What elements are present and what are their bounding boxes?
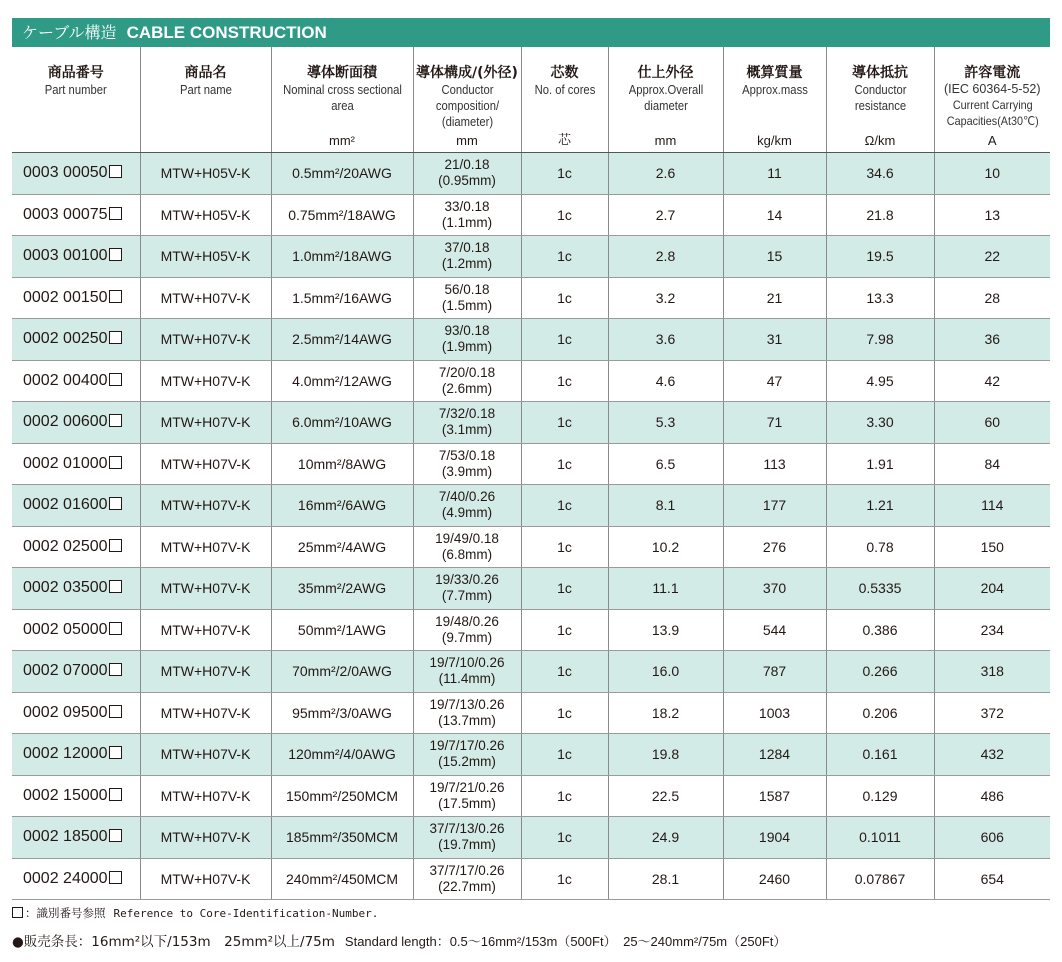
composition: 19/7/13/0.26 [429, 696, 505, 712]
part-number: 0002 15000 [23, 786, 108, 804]
cores-cell: 1c [521, 568, 608, 610]
header-jp: 商品名 [184, 65, 227, 81]
part-number: 0003 00075 [23, 205, 108, 223]
resistance-cell: 0.161 [826, 734, 934, 776]
conductor-diameter: (1.5mm) [441, 297, 493, 313]
part-number-cell [12, 775, 140, 817]
area-cell: 1.0mm²/18AWG [271, 236, 413, 278]
area-cell: 4.0mm²/12AWG [271, 360, 413, 402]
table-header-row [12, 47, 1050, 153]
identification-note-en: Reference to Core-Identification-Number. [113, 907, 379, 920]
cores-cell: 1c [521, 651, 608, 693]
header-en: Approx.Overall diameter [628, 83, 703, 113]
conductor-diameter: (0.95mm) [438, 173, 496, 189]
composition-cell [413, 817, 521, 859]
checkbox-square-icon [109, 746, 122, 759]
part-number: 0002 01000 [23, 454, 108, 472]
overall-diameter-cell: 13.9 [608, 609, 723, 651]
overall-diameter-cell: 2.8 [608, 236, 723, 278]
conductor-diameter: (7.7mm) [441, 588, 493, 604]
composition-cell [413, 153, 521, 195]
current-cell: 318 [934, 651, 1050, 693]
current-cell: 28 [934, 277, 1050, 319]
conductor-diameter: (22.7mm) [438, 878, 496, 894]
identification-note-jp: ：識別番号参照 [25, 906, 106, 920]
conductor-diameter: (19.7mm) [438, 837, 496, 853]
part-number-cell [12, 817, 140, 859]
composition: 37/7/17/0.26 [429, 862, 505, 878]
overall-diameter-cell: 10.2 [608, 526, 723, 568]
table-row [12, 775, 1050, 817]
part-number: 0002 00600 [23, 413, 108, 431]
area-cell: 95mm²/3/0AWG [271, 692, 413, 734]
part-number-cell [12, 153, 140, 195]
checkbox-square-icon [109, 456, 122, 469]
mass-cell: 544 [723, 609, 826, 651]
part-number-cell [12, 277, 140, 319]
current-cell: 204 [934, 568, 1050, 610]
area-cell: 150mm²/250MCM [271, 775, 413, 817]
identification-note [12, 905, 378, 921]
header-jp: 導体構成/(外径) [416, 65, 518, 81]
table-row [12, 485, 1050, 527]
table-row [12, 858, 1050, 900]
table-row [12, 526, 1050, 568]
composition: 19/48/0.26 [435, 613, 499, 629]
header-part-number [12, 47, 140, 153]
part-name-cell: MTW+H07V-K [140, 360, 271, 402]
part-name-cell: MTW+H07V-K [140, 568, 271, 610]
part-number: 0002 00150 [23, 288, 108, 306]
part-name-cell: MTW+H05V-K [140, 236, 271, 278]
resistance-cell: 0.206 [826, 692, 934, 734]
cores-cell: 1c [521, 319, 608, 361]
part-name-cell: MTW+H07V-K [140, 775, 271, 817]
current-cell: 10 [934, 153, 1050, 195]
composition-cell [413, 568, 521, 610]
part-name-cell: MTW+H07V-K [140, 485, 271, 527]
header-resistance [826, 47, 934, 153]
part-number-cell [12, 526, 140, 568]
mass-cell: 14 [723, 194, 826, 236]
cores-cell: 1c [521, 194, 608, 236]
table-row [12, 402, 1050, 444]
resistance-cell: 13.3 [826, 277, 934, 319]
checkbox-square-icon [109, 829, 122, 842]
part-number: 0002 01600 [23, 496, 108, 514]
cores-cell: 1c [521, 858, 608, 900]
conductor-diameter: (2.6mm) [441, 380, 493, 396]
part-name-cell: MTW+H07V-K [140, 402, 271, 444]
part-number: 0002 18500 [23, 828, 108, 846]
checkbox-square-icon [109, 871, 122, 884]
area-cell: 0.5mm²/20AWG [271, 153, 413, 195]
current-cell: 36 [934, 319, 1050, 361]
checkbox-square-icon [109, 331, 122, 344]
area-cell: 16mm²/6AWG [271, 485, 413, 527]
area-cell: 120mm²/4/0AWG [271, 734, 413, 776]
header-composition [413, 47, 521, 153]
checkbox-square-icon [109, 705, 122, 718]
table-row [12, 692, 1050, 734]
cores-cell: 1c [521, 526, 608, 568]
overall-diameter-cell: 22.5 [608, 775, 723, 817]
cores-cell: 1c [521, 734, 608, 776]
part-name-cell: MTW+H07V-K [140, 734, 271, 776]
part-number-cell [12, 194, 140, 236]
cores-cell: 1c [521, 692, 608, 734]
composition: 7/40/0.26 [438, 489, 496, 505]
mass-cell: 1587 [723, 775, 826, 817]
current-cell: 114 [934, 485, 1050, 527]
mass-cell: 787 [723, 651, 826, 693]
table-row [12, 443, 1050, 485]
part-number-cell [12, 360, 140, 402]
header-jp: 芯数 [550, 65, 579, 81]
conductor-diameter: (3.1mm) [441, 422, 493, 438]
standard-length-note [12, 930, 786, 950]
current-cell: 22 [934, 236, 1050, 278]
header-overall-diameter [608, 47, 723, 153]
mass-cell: 31 [723, 319, 826, 361]
composition: 19/7/10/0.26 [429, 655, 505, 671]
conductor-diameter: (9.7mm) [441, 629, 493, 645]
composition: 56/0.18 [444, 281, 490, 297]
part-number: 0003 00050 [23, 164, 108, 182]
checkbox-square-icon [109, 165, 122, 178]
composition-cell [413, 236, 521, 278]
header-en: Nominal cross sectional area [282, 83, 402, 113]
mass-cell: 71 [723, 402, 826, 444]
current-cell: 234 [934, 609, 1050, 651]
overall-diameter-cell: 5.3 [608, 402, 723, 444]
composition-cell [413, 775, 521, 817]
conductor-diameter: (1.2mm) [441, 256, 493, 272]
cores-cell: 1c [521, 277, 608, 319]
composition-cell [413, 277, 521, 319]
checkbox-square-icon [109, 580, 122, 593]
composition-cell [413, 443, 521, 485]
header-jp: 仕上外径 [637, 65, 694, 81]
cores-cell: 1c [521, 609, 608, 651]
part-number: 0002 02500 [23, 537, 108, 555]
checkbox-square-icon [109, 207, 122, 220]
part-number: 0002 24000 [23, 869, 108, 887]
part-name-cell: MTW+H07V-K [140, 651, 271, 693]
cores-cell: 1c [521, 236, 608, 278]
part-number: 0002 00400 [23, 371, 108, 389]
header-cores [521, 47, 608, 153]
header-unit: mm [456, 133, 478, 148]
part-name-cell: MTW+H07V-K [140, 609, 271, 651]
resistance-cell: 0.07867 [826, 858, 934, 900]
conductor-diameter: (6.8mm) [441, 546, 493, 562]
header-jp: 許容電流 [964, 65, 1021, 81]
overall-diameter-cell: 3.2 [608, 277, 723, 319]
header-mass [723, 47, 826, 153]
table-row [12, 153, 1050, 195]
overall-diameter-cell: 16.0 [608, 651, 723, 693]
cores-cell: 1c [521, 485, 608, 527]
mass-cell: 15 [723, 236, 826, 278]
resistance-cell: 4.95 [826, 360, 934, 402]
resistance-cell: 3.30 [826, 402, 934, 444]
resistance-cell: 0.78 [826, 526, 934, 568]
checkbox-square-icon [109, 290, 122, 303]
part-name-cell: MTW+H07V-K [140, 319, 271, 361]
composition-cell [413, 526, 521, 568]
composition-cell [413, 402, 521, 444]
composition: 33/0.18 [444, 198, 490, 214]
mass-cell: 370 [723, 568, 826, 610]
cores-cell: 1c [521, 775, 608, 817]
current-cell: 13 [934, 194, 1050, 236]
resistance-cell: 0.1011 [826, 817, 934, 859]
header-unit: mm [654, 133, 677, 148]
header-part-name [140, 47, 271, 153]
header-en: Part number [44, 83, 107, 97]
checkbox-square-icon [109, 663, 122, 676]
current-cell: 654 [934, 858, 1050, 900]
area-cell: 35mm²/2AWG [271, 568, 413, 610]
table-row [12, 734, 1050, 776]
area-cell: 10mm²/8AWG [271, 443, 413, 485]
checkbox-square-icon [109, 539, 122, 552]
area-cell: 2.5mm²/14AWG [271, 319, 413, 361]
part-name-cell: MTW+H07V-K [140, 443, 271, 485]
overall-diameter-cell: 28.1 [608, 858, 723, 900]
overall-diameter-cell: 24.9 [608, 817, 723, 859]
header-unit: mm² [329, 133, 355, 148]
header-unit: 芯 [557, 132, 571, 147]
part-name-cell: MTW+H05V-K [140, 194, 271, 236]
checkbox-square-icon [109, 414, 122, 427]
conductor-diameter: (4.9mm) [441, 505, 493, 521]
mass-cell: 11 [723, 153, 826, 195]
conductor-diameter: (1.1mm) [441, 214, 493, 230]
overall-diameter-cell: 2.6 [608, 153, 723, 195]
header-en: Conductor resistance [854, 83, 906, 113]
current-cell: 84 [934, 443, 1050, 485]
part-number-cell [12, 609, 140, 651]
resistance-cell: 1.91 [826, 443, 934, 485]
standard-length-jp: ●販売条長：16mm²以下/153m 25mm²以上/75m [12, 934, 335, 950]
overall-diameter-cell: 3.6 [608, 319, 723, 361]
part-name-cell: MTW+H07V-K [140, 858, 271, 900]
checkbox-square-icon [109, 248, 122, 261]
part-number-cell [12, 568, 140, 610]
checkbox-square-icon [109, 497, 122, 510]
composition-cell [413, 734, 521, 776]
composition-cell [413, 360, 521, 402]
resistance-cell: 0.266 [826, 651, 934, 693]
current-cell: 432 [934, 734, 1050, 776]
part-number: 0002 09500 [23, 703, 108, 721]
table-row [12, 360, 1050, 402]
composition: 93/0.18 [444, 323, 490, 339]
overall-diameter-cell: 19.8 [608, 734, 723, 776]
overall-diameter-cell: 11.1 [608, 568, 723, 610]
checkbox-square-icon [109, 788, 122, 801]
composition-cell [413, 485, 521, 527]
composition: 19/49/0.18 [435, 530, 499, 546]
area-cell: 50mm²/1AWG [271, 609, 413, 651]
mass-cell: 47 [723, 360, 826, 402]
composition: 21/0.18 [444, 157, 490, 173]
header-jp: 導体抵抗 [852, 65, 908, 81]
standard-length-en: Standard length：0.5～16mm²/153m（500Ft） 25～240mm²/75m（250Ft） [344, 934, 787, 949]
area-cell: 6.0mm²/10AWG [271, 402, 413, 444]
part-number-cell [12, 402, 140, 444]
section-title [12, 18, 1050, 47]
resistance-cell: 0.5335 [826, 568, 934, 610]
mass-cell: 1904 [723, 817, 826, 859]
part-number-cell [12, 651, 140, 693]
mass-cell: 276 [723, 526, 826, 568]
table-row [12, 817, 1050, 859]
mass-cell: 113 [723, 443, 826, 485]
current-cell: 42 [934, 360, 1050, 402]
part-number: 0003 00100 [23, 247, 108, 265]
part-name-cell: MTW+H07V-K [140, 526, 271, 568]
resistance-cell: 0.386 [826, 609, 934, 651]
cores-cell: 1c [521, 402, 608, 444]
header-current [934, 47, 1050, 153]
part-name-cell: MTW+H07V-K [140, 277, 271, 319]
mass-cell: 1284 [723, 734, 826, 776]
part-number: 0002 07000 [23, 662, 108, 680]
header-en: Part name [179, 83, 232, 97]
header-unit: A [987, 133, 997, 148]
overall-diameter-cell: 4.6 [608, 360, 723, 402]
section-title-en: CABLE CONSTRUCTION [126, 23, 327, 42]
resistance-cell: 0.129 [826, 775, 934, 817]
conductor-diameter: (15.2mm) [438, 754, 496, 770]
composition-cell [413, 319, 521, 361]
header-en: Conductor composition/ (diameter) [435, 83, 499, 129]
cores-cell: 1c [521, 360, 608, 402]
composition: 19/33/0.26 [435, 572, 499, 588]
table-row [12, 568, 1050, 610]
conductor-diameter: (11.4mm) [438, 671, 496, 687]
area-cell: 70mm²/2/0AWG [271, 651, 413, 693]
overall-diameter-cell: 6.5 [608, 443, 723, 485]
table-row [12, 609, 1050, 651]
part-name-cell: MTW+H07V-K [140, 692, 271, 734]
header-jp: 導体断面積 [307, 65, 377, 81]
composition-cell [413, 609, 521, 651]
composition-cell [413, 858, 521, 900]
header-unit: kg/km [757, 133, 792, 148]
part-number-cell [12, 858, 140, 900]
area-cell: 240mm²/450MCM [271, 858, 413, 900]
current-cell: 60 [934, 402, 1050, 444]
table-row [12, 236, 1050, 278]
area-cell: 1.5mm²/16AWG [271, 277, 413, 319]
mass-cell: 1003 [723, 692, 826, 734]
part-number-cell [12, 485, 140, 527]
composition-cell [413, 692, 521, 734]
part-number-cell [12, 443, 140, 485]
mass-cell: 177 [723, 485, 826, 527]
conductor-diameter: (13.7mm) [438, 712, 496, 728]
header-en: No. of cores [534, 83, 595, 97]
header-en: Current Carrying Capacities(At30℃) [946, 98, 1039, 128]
header-jp: 商品番号 [47, 65, 104, 81]
composition-cell [413, 194, 521, 236]
conductor-diameter: (1.9mm) [441, 339, 493, 355]
part-name-cell: MTW+H07V-K [140, 817, 271, 859]
section-title-jp: ケーブル構造 [22, 23, 117, 42]
composition: 37/7/13/0.26 [429, 821, 505, 837]
table-row [12, 651, 1050, 693]
table-row [12, 194, 1050, 236]
resistance-cell: 21.8 [826, 194, 934, 236]
table-row [12, 277, 1050, 319]
cable-construction-table [12, 47, 1050, 900]
part-number-cell [12, 734, 140, 776]
current-cell: 150 [934, 526, 1050, 568]
overall-diameter-cell: 8.1 [608, 485, 723, 527]
overall-diameter-cell: 18.2 [608, 692, 723, 734]
resistance-cell: 34.6 [826, 153, 934, 195]
resistance-cell: 19.5 [826, 236, 934, 278]
part-number: 0002 03500 [23, 579, 108, 597]
composition: 19/7/17/0.26 [429, 738, 505, 754]
area-cell: 25mm²/4AWG [271, 526, 413, 568]
area-cell: 0.75mm²/18AWG [271, 194, 413, 236]
part-number: 0002 00250 [23, 330, 108, 348]
mass-cell: 21 [723, 277, 826, 319]
composition: 7/53/0.18 [438, 447, 496, 463]
part-number: 0002 05000 [23, 620, 108, 638]
composition: 7/32/0.18 [438, 406, 496, 422]
part-number-cell [12, 692, 140, 734]
resistance-cell: 1.21 [826, 485, 934, 527]
checkbox-square-icon [12, 907, 23, 918]
cores-cell: 1c [521, 443, 608, 485]
part-name-cell: MTW+H05V-K [140, 153, 271, 195]
composition: 37/0.18 [444, 240, 490, 256]
resistance-cell: 7.98 [826, 319, 934, 361]
header-unit: Ω/km [864, 133, 896, 148]
mass-cell: 2460 [723, 858, 826, 900]
composition: 7/20/0.18 [438, 364, 496, 380]
part-number: 0002 12000 [23, 745, 108, 763]
overall-diameter-cell: 2.7 [608, 194, 723, 236]
current-cell: 372 [934, 692, 1050, 734]
cores-cell: 1c [521, 153, 608, 195]
header-en: Approx.mass [741, 83, 808, 97]
checkbox-square-icon [109, 373, 122, 386]
part-number-cell [12, 236, 140, 278]
current-cell: 486 [934, 775, 1050, 817]
part-number-cell [12, 319, 140, 361]
header-sub: (IEC 60364-5-52) [943, 82, 1041, 96]
conductor-diameter: (17.5mm) [438, 795, 496, 811]
composition-cell [413, 651, 521, 693]
area-cell: 185mm²/350MCM [271, 817, 413, 859]
header-jp: 概算質量 [746, 65, 803, 81]
conductor-diameter: (3.9mm) [441, 463, 493, 479]
checkbox-square-icon [109, 622, 122, 635]
table-row [12, 319, 1050, 361]
composition: 19/7/21/0.26 [429, 779, 505, 795]
header-area [271, 47, 413, 153]
cores-cell: 1c [521, 817, 608, 859]
current-cell: 606 [934, 817, 1050, 859]
